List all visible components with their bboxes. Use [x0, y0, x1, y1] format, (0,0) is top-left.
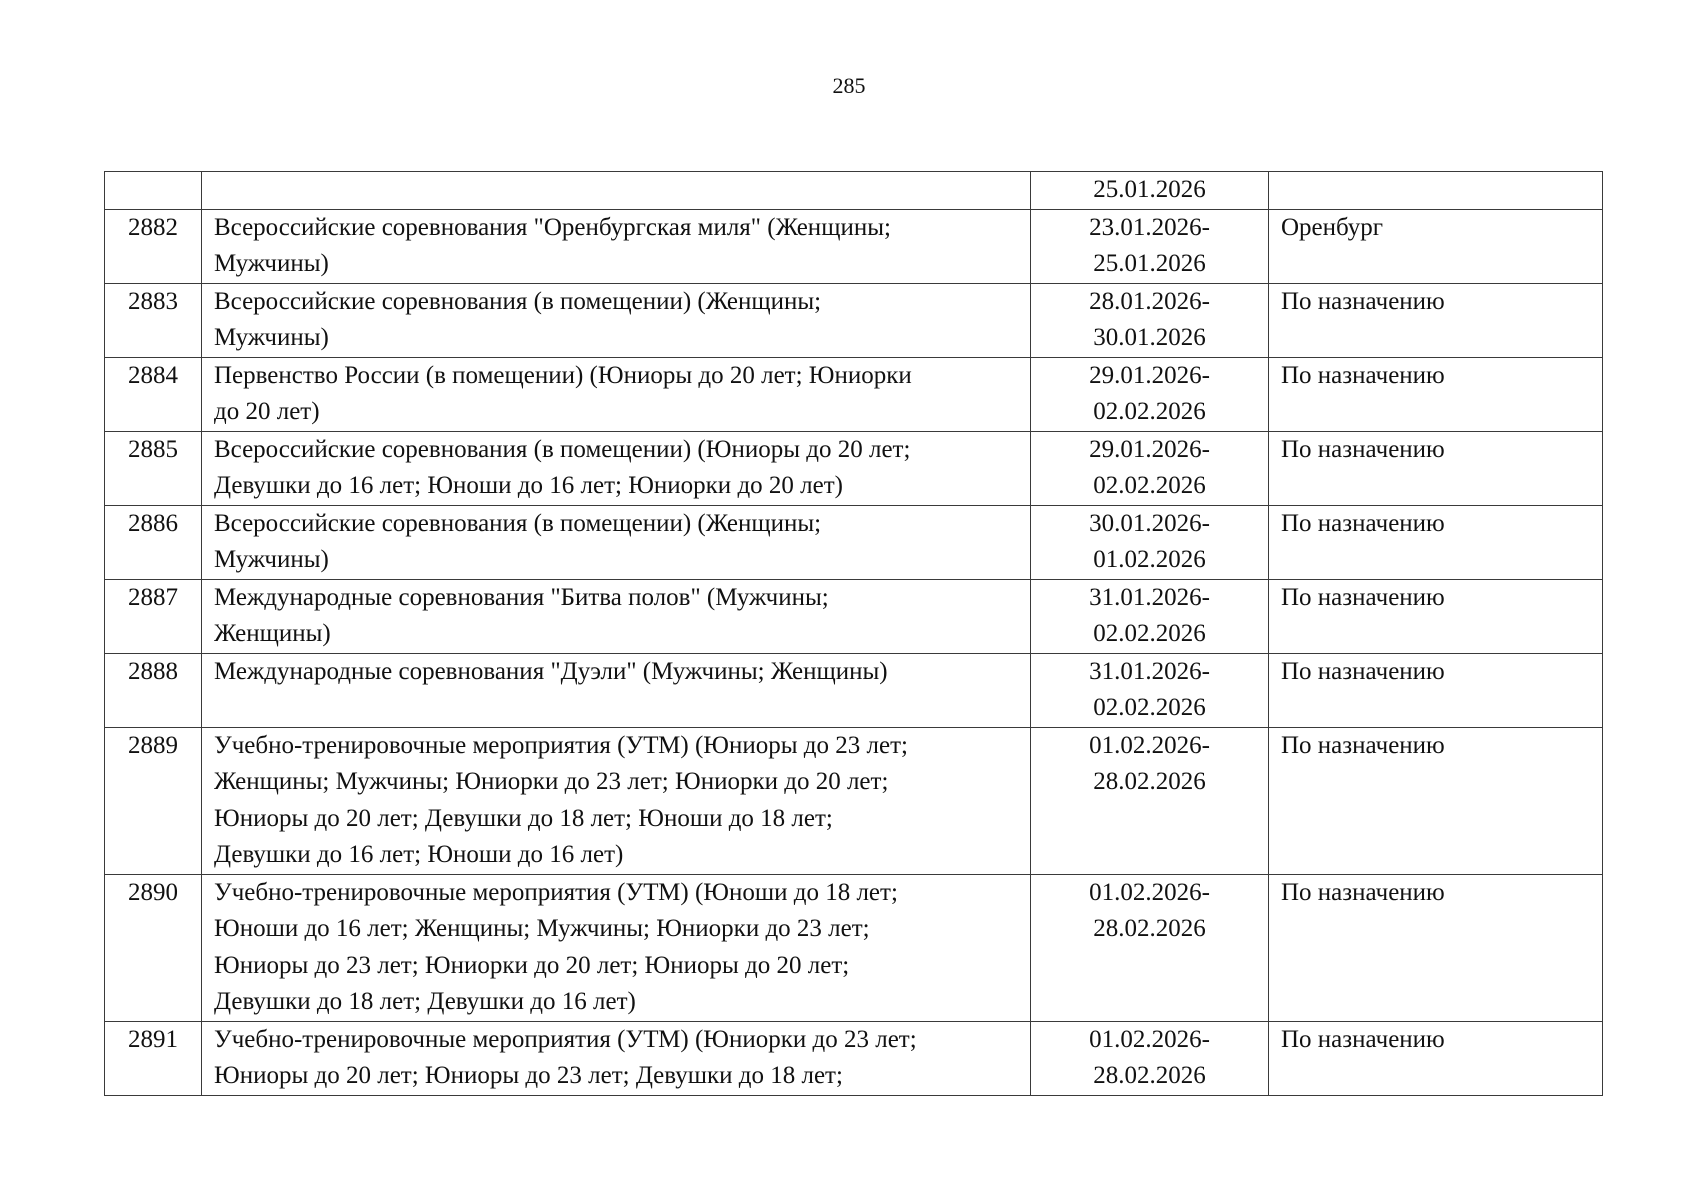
event-date-cell [1031, 505, 1269, 579]
event-date-line: 28.01.2026- [1089, 287, 1210, 315]
events-table-body [105, 172, 1603, 1096]
event-place-cell: По назначению [1269, 505, 1603, 579]
event-name-line: Мужчины) [214, 324, 329, 351]
event-name-line: Юниоры до 23 лет; Юниорки до 20 лет; Юниоры до 20 лет; [214, 951, 850, 979]
event-date-cell [1031, 431, 1269, 505]
event-place-cell: Оренбург [1269, 209, 1603, 283]
event-date-cell [1031, 172, 1269, 210]
event-name-line: Юниоры до 20 лет; Девушки до 18 лет; Юноши до 18 лет; [214, 804, 833, 832]
event-name-line: Женщины) [214, 620, 331, 647]
event-date-line: 25.01.2026 [1093, 176, 1206, 203]
event-name-line: Мужчины) [214, 250, 329, 277]
event-date-cell [1031, 653, 1269, 727]
table-row [105, 653, 1603, 727]
table-row [105, 172, 1603, 210]
table-row [105, 727, 1603, 874]
event-date-line: 02.02.2026 [1093, 620, 1206, 647]
table-row [105, 283, 1603, 357]
event-date-cell [1031, 283, 1269, 357]
event-name-line: Первенство России (в помещении) (Юниоры до 20 лет; Юниорки [214, 361, 912, 389]
event-name-line: Всероссийские соревнования "Оренбургская миля" (Женщины; [214, 213, 891, 241]
event-place-cell: По назначению [1269, 431, 1603, 505]
event-name-cell [202, 431, 1031, 505]
event-date-cell [1031, 874, 1269, 1021]
event-number-cell: 2888 [105, 653, 202, 727]
event-date-line: 01.02.2026- [1089, 1025, 1210, 1053]
event-name-line: Девушки до 16 лет; Юноши до 16 лет) [214, 841, 624, 868]
event-date-line: 01.02.2026- [1089, 878, 1210, 906]
event-date-line: 02.02.2026 [1093, 398, 1206, 425]
event-date-line: 02.02.2026 [1093, 694, 1206, 721]
event-name-cell [202, 172, 1031, 210]
event-place-cell: По назначению [1269, 283, 1603, 357]
event-name-line: Всероссийские соревнования (в помещении) (Юниоры до 20 лет; [214, 435, 911, 463]
event-name-line: Девушки до 16 лет; Юноши до 16 лет; Юниорки до 20 лет) [214, 472, 843, 499]
event-name-line: Международные соревнования "Дуэли" (Мужчины; Женщины) [214, 657, 888, 685]
event-place-cell: По назначению [1269, 727, 1603, 874]
event-name-line [214, 172, 1022, 209]
event-name-cell [202, 1021, 1031, 1095]
event-place-cell: По назначению [1269, 653, 1603, 727]
table-row [105, 431, 1603, 505]
event-name-cell [202, 209, 1031, 283]
event-name-line: Всероссийские соревнования (в помещении) (Женщины; [214, 287, 822, 315]
table-row [105, 357, 1603, 431]
event-number-cell [105, 172, 202, 210]
event-name-cell [202, 357, 1031, 431]
event-name-line: до 20 лет) [214, 398, 320, 425]
table-row [105, 209, 1603, 283]
event-name-line: Учебно-тренировочные мероприятия (УТМ) (Юниоры до 23 лет; [214, 731, 908, 759]
event-date-line: 29.01.2026- [1089, 361, 1210, 389]
table-row [105, 579, 1603, 653]
event-number-cell: 2890 [105, 874, 202, 1021]
event-name-line: Учебно-тренировочные мероприятия (УТМ) (Юниорки до 23 лет; [214, 1025, 917, 1053]
event-date-cell [1031, 357, 1269, 431]
event-place-cell: По назначению [1269, 1021, 1603, 1095]
event-date-line: 31.01.2026- [1089, 583, 1210, 611]
event-name-line: Женщины; Мужчины; Юниорки до 23 лет; Юниорки до 20 лет; [214, 768, 889, 795]
page-number: 285 [832, 73, 866, 98]
event-date-line: 31.01.2026- [1089, 657, 1210, 685]
table-row [105, 1021, 1603, 1095]
event-place-cell: По назначению [1269, 357, 1603, 431]
event-number-cell: 2885 [105, 431, 202, 505]
event-number-cell: 2884 [105, 357, 202, 431]
event-name-line: Юноши до 16 лет; Женщины; Мужчины; Юниорки до 23 лет; [214, 915, 870, 942]
events-table [104, 171, 1603, 1096]
event-date-line: 30.01.2026- [1089, 509, 1210, 537]
event-number-cell: 2886 [105, 505, 202, 579]
event-name-cell [202, 874, 1031, 1021]
event-date-cell [1031, 727, 1269, 874]
event-date-line: 29.01.2026- [1089, 435, 1210, 463]
event-place-cell: По назначению [1269, 874, 1603, 1021]
event-date-cell [1031, 1021, 1269, 1095]
event-date-line: 01.02.2026- [1089, 731, 1210, 759]
event-name-cell [202, 505, 1031, 579]
event-number-cell: 2882 [105, 209, 202, 283]
event-date-line: 23.01.2026- [1089, 213, 1210, 241]
event-date-line: 30.01.2026 [1093, 324, 1206, 351]
event-date-cell [1031, 579, 1269, 653]
event-number-cell: 2887 [105, 579, 202, 653]
event-number-cell: 2891 [105, 1021, 202, 1095]
event-name-line: Всероссийские соревнования (в помещении) (Женщины; [214, 509, 822, 537]
event-name-line: Юниоры до 20 лет; Юниоры до 23 лет; Девушки до 18 лет; [214, 1062, 843, 1089]
event-name-cell [202, 579, 1031, 653]
event-date-line: 28.02.2026 [1093, 768, 1206, 795]
event-date-line: 28.02.2026 [1093, 915, 1206, 942]
event-name-line: Девушки до 18 лет; Девушки до 16 лет) [214, 988, 636, 1015]
event-name-cell [202, 283, 1031, 357]
event-date-line: 25.01.2026 [1093, 250, 1206, 277]
event-name-line: Мужчины) [214, 546, 329, 573]
table-row [105, 505, 1603, 579]
event-date-cell [1031, 209, 1269, 283]
event-date-line: 28.02.2026 [1093, 1062, 1206, 1089]
event-place-cell [1269, 172, 1603, 210]
event-number-cell: 2889 [105, 727, 202, 874]
event-date-line: 01.02.2026 [1093, 546, 1206, 573]
event-name-line: Учебно-тренировочные мероприятия (УТМ) (Юноши до 18 лет; [214, 878, 898, 906]
event-name-line: Международные соревнования "Битва полов" (Мужчины; [214, 583, 829, 611]
event-date-line: 02.02.2026 [1093, 472, 1206, 499]
table-row [105, 874, 1603, 1021]
event-name-cell [202, 727, 1031, 874]
event-place-cell: По назначению [1269, 579, 1603, 653]
event-name-cell [202, 653, 1031, 727]
event-number-cell: 2883 [105, 283, 202, 357]
